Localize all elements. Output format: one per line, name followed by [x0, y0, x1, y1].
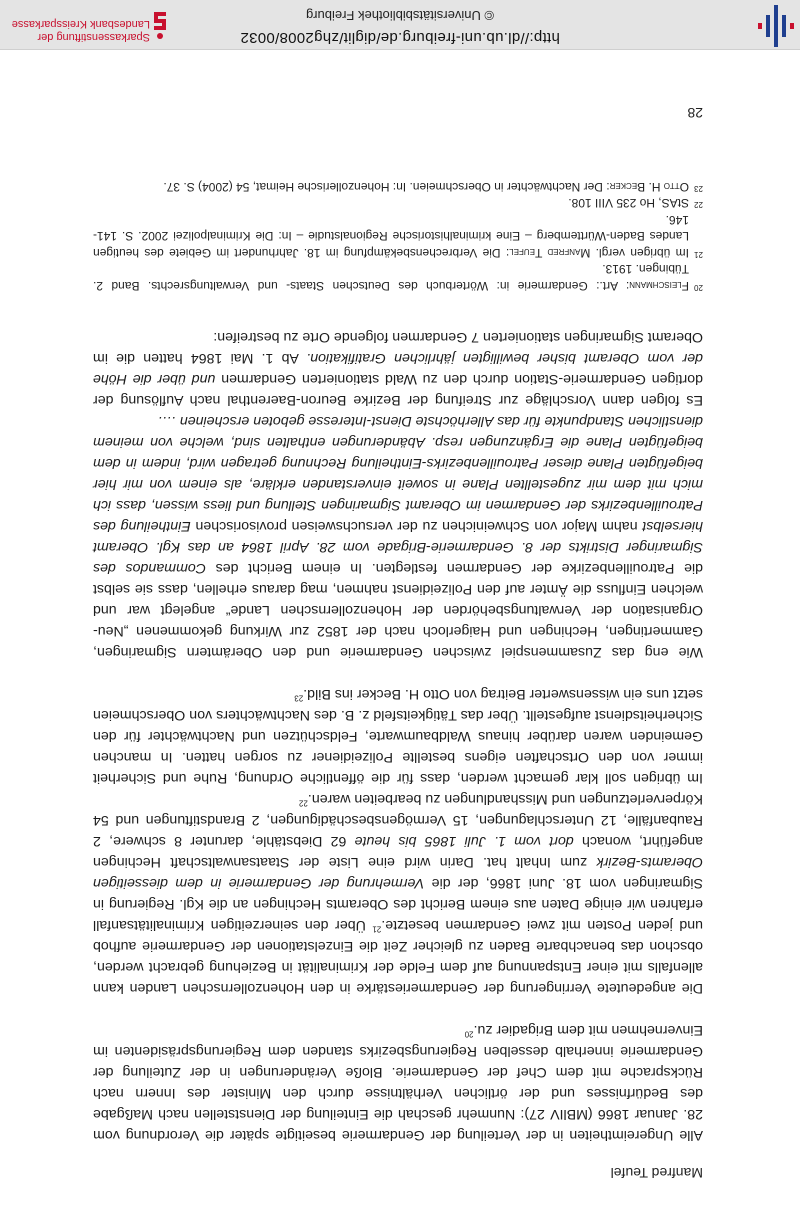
footnote-number: 23 [694, 184, 703, 193]
footnote-number: 22 [694, 200, 703, 210]
footnote-author: Fleischmann [629, 279, 689, 293]
paragraph-2-text-b: Über den seinerzeitigen Kriminalitätsanfall erfahren wir einige Daten aus einem Bericht des Oberamts Hechingen an die Kgl. Regierung in Sigmaringen vom 18. Juni 1866, der die [93, 875, 703, 933]
paragraph-1 [93, 1019, 703, 1145]
sponsor-line-2: Landesbank Kreissparkasse [11, 18, 150, 30]
paragraph-2-text-a: Die angedeutete Verringerung der Gendarmeriestärke in den Hohenzollernschen Landen kann allenfalls mit einer Entspannung auf dem Felde der Kriminalität in Beziehung gebracht werden, obschon das benachbarte Baden zu gleicher Zeit die Einzelstationen der Gendarmerie aufhob und jeden Posten mit zwei Gendarmen besetzte. [93, 917, 703, 996]
footnote-author: Otto H. Becker [609, 180, 689, 194]
footnotes [93, 179, 703, 295]
page-url-link[interactable]: http://dl.ub.uni-freiburg.de/diglit/zhg2008/0032 [240, 29, 560, 46]
footnote-ref-23[interactable]: 23 [294, 693, 304, 703]
running-head-author: Manfred Teufel [610, 1165, 703, 1181]
sponsor-line-1: Sparkassenstiftung der [37, 31, 150, 43]
footnote-prefix: Im übrigen vergl. [590, 246, 689, 260]
paragraph-1-text: Alle Ungereimtheiten in der Verteilung der Gendarmerie beseitigte später die Verordnung vom 28. Januar 1866 (MBlIV 27): Nunmehr geschah die Einteilung der Dienststellen nach Maßgabe des Bedürfnisses und der örtlichen Verhältnisse durch den Minister des Innern nach Rücksprache mit dem Chef der Gendarmerie. Bloße Veränderungen in der Zuteilung der Gendarmerie innerhalb desselben Regierungsbezirks standen dem Regierungspräsidenten im Einvernehmen mit dem Brigadier zu. [93, 1022, 703, 1143]
footnote-text: : Art.: Gendarmerie in: Wörterbuch des Deutschen Staats- und Verwaltungsrechts. Band 2. Tübingen. 1913. [93, 262, 689, 293]
paragraph-2-italic-b: Vermehrung der Gendarmerie in dem diesseitigen Oberamts-Bezirk [93, 854, 703, 891]
footnote-text: : Der Nachtwächter in Oberschmeien. In: Hohenzollerische Heimat, 54 (2004) S. 37. [163, 180, 610, 194]
paragraph-2-text-d: 62 Diebstähle, darunter 8 schwere, 2 Raubanfälle, 12 Unterschlagungen, 15 Vermögensbeschädigungen, 2 Brandstiftungen und 54 Körperverletzungen und Misshandlungen zu bearbeiten waren. [93, 791, 703, 849]
footnote-22 [93, 195, 703, 212]
footnote-ref-22[interactable]: 22 [298, 798, 308, 808]
paragraph-3 [93, 683, 703, 788]
body-text [93, 326, 703, 1145]
paragraph-2-italic-c: dort vom 1. Juli 1865 bis heute [354, 833, 574, 849]
paragraph-5-text-a: Es folgen dann Vorschläge zur Streifung der Bezirke Beuron-Baerenthal nach Auflösung der dortigen Gendarmerie-Station durch den zu Wald stationierten Gendarmen [93, 371, 703, 408]
paragraph-4-text-b: nahm Major von Schweinichen zu der versuchsweisen provisorischen [190, 518, 643, 534]
footnote-text: : Die Verbrechensbekämpfung im 18. Jahrhundert im Gebiete des heutigen Landes Baden-Württemberg – Eine kriminalhistorische Regionalstudie – In: Die Kriminalpolizei 2002. S. 141-146. [93, 213, 689, 260]
footnote-23 [93, 179, 703, 196]
footnote-20 [93, 261, 703, 294]
footnote-number: 21 [694, 250, 703, 259]
paragraph-5-text-b: Ab 1. Mai 1864 hatten die im Oberamt Sigmaringen stationierten 7 Gendarmen folgende Orte zu bestreifen: [92, 329, 703, 366]
paragraph-4-text-a: Wie eng das Zusammenspiel zwischen Gendarmerie und den Oberämtern Sigmaringen, Gammertingen, Hechingen und Haigerloch nach der 1852 zur Wirkung gekommenen „Neu-Organisation der Verwaltungsbehörden der Hohenzollernschen Lande“ angelegt war und welchen Einfluss die Ämter auf den Polizeidienst nahmen, mag daraus erhellen, dass sie selbst die Patrouillenbezirke der Gendarmen festlegten. In einem Bericht des [93, 560, 703, 660]
paragraph-2-text-c: zum Inhalt hat. Darin wird eine Liste der Staatsanwaltschaft Hechingen angeführt, wonach [93, 833, 703, 870]
footnote-21 [93, 212, 703, 262]
footnote-number: 20 [694, 283, 703, 292]
sparkasse-logo-icon [152, 10, 168, 40]
footnote-text: StAS, Ho 235 VIII 108. [568, 196, 689, 211]
paragraph-4-italic-b: Eintheilung des Patrouillenbezirks der Gendarmen im Oberamt Sigmaringen Stellung und liess wissen, dass ich mich mit dem mir zugestellten Plane in soweit einverstanden erkläre, als einem von mir hier beigefügten Plane dieser Patrouillenbezirks-Eintheilung Rechnung getragen wird, indem in dem beigefügten Plane die Ergänzungen resp. Abänderungen enthalten sind, welche von meinem dienstlichen Standpunkte für das Allerhöchste Dienst-Interesse geboten erscheinen …. [93, 413, 703, 534]
paragraph-5 [93, 326, 703, 410]
paragraph-4-italic-a: Commandos des Sigmaringer Distrikts der 8. Gendarmerie-Brigade vom 28. April 1864 an das Kgl. Oberamt hierselbst [93, 518, 703, 576]
paragraph-5-italic-a: und über die Höhe der vom Oberamt bisher bewilligten jährlichen Gratifikation. [93, 350, 703, 387]
paragraph-4 [93, 410, 703, 662]
sponsor-text [4, 17, 150, 43]
footnote-author: Manfred Teufel [509, 246, 591, 260]
page-number: 28 [687, 105, 703, 121]
paragraph-3-text: Im übrigen soll klar gemacht werden, dass für die öffentliche Ordnung, Ruhe und Sicherheit immer von den Ortschaften eigens bestellte Polizeidiener zu sorgen hatten. In manchen Gemeinden waren darüber hinaus Waldbaumwarte, Feldschützen und Nachtwächter für den Sicherheitsdienst aufgestellt. Über das Tätigkeitsfeld z. B. des Nachtwächters von Oberschmeien setzt uns ein wissenswerter Beitrag von Otto H. Becker ins Bild. [93, 686, 703, 786]
footnote-ref-21[interactable]: 21 [372, 924, 382, 934]
ub-freiburg-logo-icon[interactable] [758, 5, 794, 47]
footnote-ref-20[interactable]: 20 [464, 1029, 474, 1039]
copyright-notice: © Universitätsbibliothek Freiburg [305, 8, 495, 23]
paragraph-2 [93, 788, 703, 998]
